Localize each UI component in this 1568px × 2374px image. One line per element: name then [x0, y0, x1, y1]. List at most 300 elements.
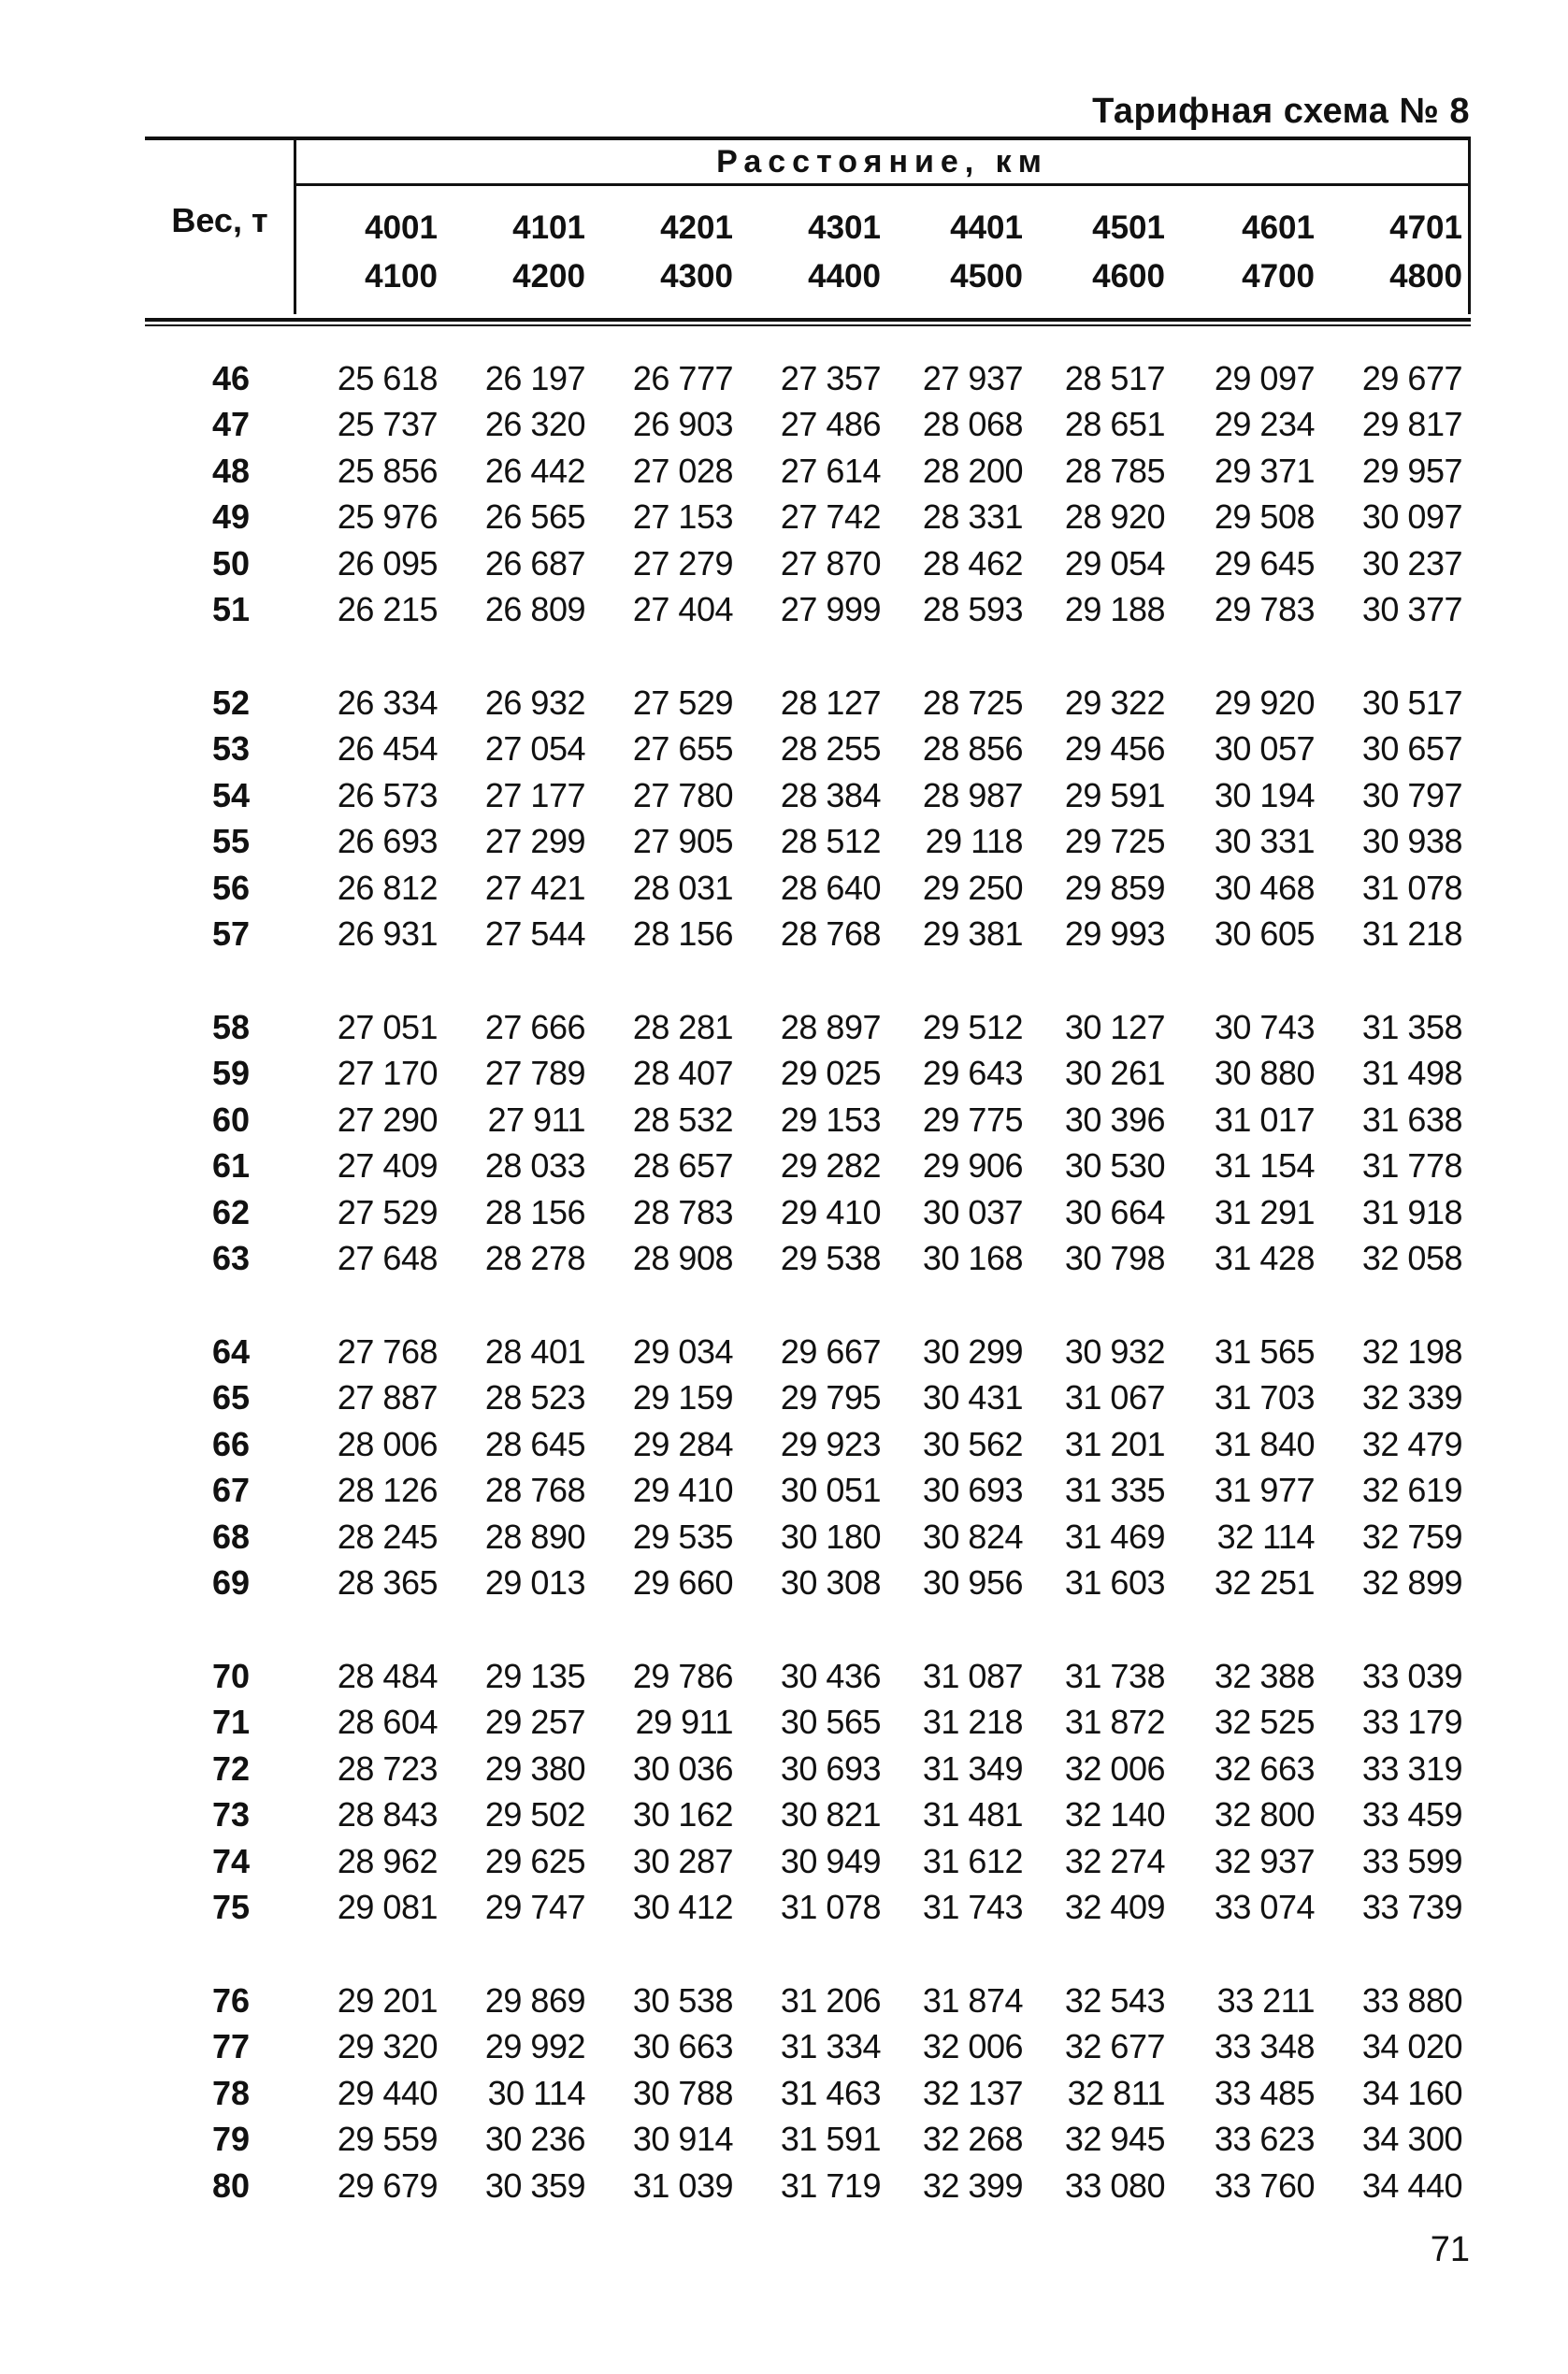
tariff-cell: 31 428 [1214, 1238, 1315, 1277]
tariff-cell: 31 738 [1064, 1657, 1165, 1695]
tariff-cell: 31 872 [1064, 1703, 1165, 1742]
tariff-cell: 31 498 [1361, 1054, 1462, 1093]
tariff-cell: 30 180 [780, 1517, 881, 1556]
tariff-cell: 30 359 [484, 2165, 585, 2205]
tariff-cell: 31 218 [922, 1703, 1023, 1742]
weight-cell: 76 [211, 1981, 250, 2020]
tariff-cell: 31 291 [1214, 1192, 1315, 1231]
tariff-cell: 33 485 [1214, 2073, 1315, 2112]
tariff-cell: 27 999 [780, 589, 881, 628]
range-to: 4100 [365, 258, 438, 295]
tariff-cell: 30 331 [1214, 822, 1315, 861]
tariff-cell: 31 703 [1214, 1378, 1315, 1417]
tariff-cell: 32 811 [1067, 2073, 1165, 2112]
weight-cell: 77 [211, 2027, 250, 2066]
table-row [145, 355, 1473, 401]
weight-cell: 67 [211, 1471, 250, 1510]
tariff-cell: 27 529 [632, 683, 733, 722]
weight-cell: 60 [211, 1100, 250, 1139]
tariff-cell: 30 938 [1361, 822, 1462, 861]
tariff-cell: 29 725 [1064, 822, 1165, 861]
tariff-cell: 26 687 [484, 543, 585, 583]
tariff-cell: 30 743 [1214, 1008, 1315, 1046]
tariff-cell: 28 517 [1064, 359, 1165, 397]
tariff-cell: 27 666 [484, 1008, 585, 1046]
tariff-cell: 30 261 [1064, 1054, 1165, 1093]
tariff-cell: 28 484 [337, 1657, 438, 1695]
tariff-cell: 29 034 [632, 1332, 733, 1371]
tariff-cell: 28 783 [632, 1192, 733, 1231]
tariff-cell: 27 614 [780, 451, 881, 490]
tariff-cell: 28 640 [780, 868, 881, 907]
tariff-cell: 32 137 [922, 2073, 1023, 2112]
table-row [145, 1097, 1473, 1143]
tariff-cell: 26 903 [632, 405, 733, 444]
tariff-cell: 32 899 [1361, 1562, 1462, 1602]
tariff-cell: 27 742 [780, 497, 881, 537]
table-row [145, 1838, 1473, 1884]
weight-cell: 65 [211, 1378, 250, 1417]
tariff-cell: 29 322 [1064, 683, 1165, 722]
weight-cell: 73 [211, 1795, 250, 1834]
tariff-cell: 27 177 [484, 775, 585, 814]
tariff-cell: 29 282 [780, 1146, 881, 1186]
table-row [145, 818, 1473, 864]
distance-range-5 [883, 204, 1023, 301]
tariff-cell: 28 156 [632, 914, 733, 953]
tariff-cell: 32 409 [1064, 1887, 1165, 1926]
tariff-cell: 29 013 [484, 1562, 585, 1602]
tariff-cell: 28 785 [1064, 451, 1165, 490]
tariff-cell: 30 308 [780, 1562, 881, 1602]
tariff-cell: 32 543 [1064, 1981, 1165, 2020]
tariff-cell: 30 194 [1214, 775, 1315, 814]
tariff-cell: 29 591 [1064, 775, 1165, 814]
tariff-cell: 27 544 [484, 914, 585, 953]
tariff-cell: 29 410 [780, 1192, 881, 1231]
tariff-cell: 30 517 [1361, 683, 1462, 722]
table-row [145, 494, 1473, 540]
tariff-cell: 32 140 [1064, 1795, 1165, 1834]
tariff-cell: 29 054 [1064, 543, 1165, 583]
table-row [145, 2070, 1473, 2116]
table-row [145, 448, 1473, 494]
weight-cell: 62 [211, 1192, 250, 1231]
tariff-cell: 29 257 [484, 1703, 585, 1742]
tariff-cell: 29 371 [1214, 451, 1315, 490]
table-row [145, 1374, 1473, 1420]
table-row [145, 1514, 1473, 1560]
table-row [145, 1699, 1473, 1745]
tariff-cell: 28 462 [922, 543, 1023, 583]
tariff-cell: 31 840 [1214, 1424, 1315, 1463]
tariff-cell: 28 156 [484, 1192, 585, 1231]
tariff-cell: 30 287 [632, 1841, 733, 1880]
tariff-cell: 30 097 [1361, 497, 1462, 537]
tariff-cell: 31 349 [922, 1748, 1023, 1788]
tariff-cell: 30 468 [1214, 868, 1315, 907]
tariff-cell: 25 618 [337, 359, 438, 397]
tariff-cell: 30 914 [632, 2120, 733, 2159]
tariff-cell: 29 508 [1214, 497, 1315, 537]
tariff-cell: 30 299 [922, 1332, 1023, 1371]
tariff-cell: 31 087 [922, 1657, 1023, 1695]
tariff-cell: 29 906 [922, 1146, 1023, 1186]
tariff-cell: 30 788 [632, 2073, 733, 2112]
tariff-cell: 33 599 [1361, 1841, 1462, 1880]
range-to: 4800 [1389, 258, 1462, 295]
tariff-cell: 27 789 [484, 1054, 585, 1093]
tariff-cell: 27 768 [337, 1332, 438, 1371]
tariff-cell: 30 168 [922, 1238, 1023, 1277]
tariff-cell: 31 743 [922, 1887, 1023, 1926]
tariff-cell: 27 051 [337, 1008, 438, 1046]
tariff-cell: 30 693 [922, 1471, 1023, 1510]
tariff-cell: 27 421 [484, 868, 585, 907]
tariff-cell: 29 380 [484, 1748, 585, 1788]
weight-cell: 75 [211, 1887, 250, 1926]
tariff-cell: 29 081 [337, 1887, 438, 1926]
distance-range-2 [445, 204, 585, 301]
tariff-cell: 28 890 [484, 1517, 585, 1556]
tariff-cell: 27 887 [337, 1378, 438, 1417]
tariff-cell: 33 211 [1216, 1981, 1315, 2020]
tariff-cell: 28 401 [484, 1332, 585, 1371]
tariff-cell: 32 006 [1064, 1748, 1165, 1788]
tariff-cell: 29 512 [922, 1008, 1023, 1046]
distance-range-8 [1322, 204, 1462, 301]
weight-cell: 56 [211, 868, 250, 907]
tariff-cell: 27 780 [632, 775, 733, 814]
tariff-cell: 30 538 [632, 1981, 733, 2020]
tariff-cell: 28 031 [632, 868, 733, 907]
weight-cell: 63 [211, 1238, 250, 1277]
tariff-cell: 27 054 [484, 729, 585, 769]
tariff-cell: 33 039 [1361, 1657, 1462, 1695]
tariff-cell: 30 949 [780, 1841, 881, 1880]
tariff-cell: 31 874 [922, 1981, 1023, 2020]
tariff-cell: 28 843 [337, 1795, 438, 1834]
tariff-cell: 27 937 [922, 359, 1023, 397]
tariff-cell: 28 768 [780, 914, 881, 953]
tariff-cell: 30 880 [1214, 1054, 1315, 1093]
tariff-cell: 27 357 [780, 359, 881, 397]
weight-cell: 57 [211, 914, 250, 953]
tariff-cell: 32 388 [1214, 1657, 1315, 1695]
tariff-cell: 26 442 [484, 451, 585, 490]
page-number: 71 [1430, 2230, 1470, 2269]
tariff-cell: 33 459 [1361, 1795, 1462, 1834]
table-row [145, 1004, 1473, 1050]
tariff-cell: 29 320 [337, 2027, 438, 2066]
tariff-cell: 29 250 [922, 868, 1023, 907]
tariff-cell: 29 920 [1214, 683, 1315, 722]
tariff-cell: 32 268 [922, 2120, 1023, 2159]
tariff-cell: 32 479 [1361, 1424, 1462, 1463]
tariff-cell: 33 348 [1214, 2027, 1315, 2066]
tariff-cell: 32 198 [1361, 1332, 1462, 1371]
tariff-cell: 28 523 [484, 1378, 585, 1417]
tariff-cell: 30 663 [632, 2027, 733, 2066]
table-row [145, 1560, 1473, 1605]
tariff-cell: 32 114 [1216, 1517, 1315, 1556]
tariff-cell: 30 821 [780, 1795, 881, 1834]
weight-cell: 50 [211, 543, 250, 583]
tariff-cell: 31 218 [1361, 914, 1462, 953]
tariff-cell: 29 957 [1361, 451, 1462, 490]
tariff-cell: 28 255 [780, 729, 881, 769]
tariff-cell: 29 559 [337, 2120, 438, 2159]
range-from: 4201 [660, 209, 733, 246]
weight-cell: 58 [211, 1008, 250, 1046]
tariff-cell: 34 440 [1361, 2165, 1462, 2205]
weight-cell: 64 [211, 1332, 250, 1371]
tariff-cell: 30 824 [922, 1517, 1023, 1556]
distance-range-3 [593, 204, 733, 301]
tariff-cell: 30 051 [780, 1471, 881, 1510]
tariff-cell: 28 407 [632, 1054, 733, 1093]
tariff-cell: 27 905 [632, 822, 733, 861]
table-row [145, 1329, 1473, 1374]
tariff-cell: 30 036 [632, 1748, 733, 1788]
tariff-cell: 26 565 [484, 497, 585, 537]
tariff-cell: 30 127 [1064, 1008, 1165, 1046]
tariff-cell: 30 057 [1214, 729, 1315, 769]
tariff-cell: 31 039 [632, 2165, 733, 2205]
tariff-cell: 27 028 [632, 451, 733, 490]
tariff-cell: 31 067 [1064, 1378, 1165, 1417]
tariff-cell: 32 759 [1361, 1517, 1462, 1556]
table-row [145, 1467, 1473, 1513]
row-group [145, 680, 1473, 957]
tariff-cell: 26 095 [337, 543, 438, 583]
tariff-cell: 32 945 [1064, 2120, 1165, 2159]
tariff-cell: 29 234 [1214, 405, 1315, 444]
tariff-cell: 30 037 [922, 1192, 1023, 1231]
tariff-cell: 30 114 [487, 2073, 585, 2112]
tariff-cell: 33 074 [1214, 1887, 1315, 1926]
tariff-cell: 29 667 [780, 1332, 881, 1371]
table-row [145, 540, 1473, 586]
tariff-cell: 26 809 [484, 589, 585, 628]
tariff-cell: 29 381 [922, 914, 1023, 953]
tariff-cell: 27 870 [780, 543, 881, 583]
range-from: 4101 [512, 209, 585, 246]
table-row [145, 2116, 1473, 2162]
table-row [145, 1884, 1473, 1930]
tariff-cell: 31 463 [780, 2073, 881, 2112]
tariff-cell: 31 481 [922, 1795, 1023, 1834]
table-row [145, 772, 1473, 818]
tariff-cell: 30 798 [1064, 1238, 1165, 1277]
range-from: 4701 [1389, 209, 1462, 246]
table-row [145, 865, 1473, 911]
tariff-cell: 30 605 [1214, 914, 1315, 953]
tariff-cell: 31 591 [780, 2120, 881, 2159]
tariff-cell: 26 320 [484, 405, 585, 444]
tariff-cell: 26 573 [337, 775, 438, 814]
tariff-cell: 31 565 [1214, 1332, 1315, 1371]
tariff-cell: 28 908 [632, 1238, 733, 1277]
tariff-cell: 30 932 [1064, 1332, 1165, 1371]
tariff-cell: 33 623 [1214, 2120, 1315, 2159]
tariff-cell: 32 937 [1214, 1841, 1315, 1880]
tariff-cell: 31 078 [780, 1887, 881, 1926]
tariff-cell: 29 923 [780, 1424, 881, 1463]
tariff-cell: 27 648 [337, 1238, 438, 1277]
table-row [145, 401, 1473, 447]
tariff-cell: 27 655 [632, 729, 733, 769]
tariff-cell: 28 593 [922, 589, 1023, 628]
tariff-cell: 27 279 [632, 543, 733, 583]
tariff-cell: 31 358 [1361, 1008, 1462, 1046]
tariff-cell: 29 097 [1214, 359, 1315, 397]
tariff-cell: 26 932 [484, 683, 585, 722]
distance-range-7 [1174, 204, 1315, 301]
weight-column-header: Вес, т [171, 201, 268, 239]
tariff-cell: 33 739 [1361, 1887, 1462, 1926]
tariff-cell: 30 693 [780, 1748, 881, 1788]
tariff-cell: 29 135 [484, 1657, 585, 1695]
tariff-cell: 30 797 [1361, 775, 1462, 814]
tariff-cell: 28 127 [780, 683, 881, 722]
header-right-border [1468, 137, 1471, 314]
tariff-cell: 30 664 [1064, 1192, 1165, 1231]
distance-range-4 [741, 204, 881, 301]
tariff-cell: 25 856 [337, 451, 438, 490]
tariff-cell: 31 334 [780, 2027, 881, 2066]
tariff-cell: 28 068 [922, 405, 1023, 444]
range-from: 4601 [1242, 209, 1315, 246]
tariff-cell: 28 987 [922, 775, 1023, 814]
table-row [145, 586, 1473, 632]
weight-cell: 78 [211, 2073, 250, 2112]
weight-cell: 52 [211, 683, 250, 722]
tariff-cell: 28 768 [484, 1471, 585, 1510]
tariff-cell: 28 033 [484, 1146, 585, 1186]
row-group [145, 1978, 1473, 2209]
tariff-cell: 29 188 [1064, 589, 1165, 628]
table-row [145, 2023, 1473, 2069]
tariff-cell: 29 677 [1361, 359, 1462, 397]
tariff-cell: 32 677 [1064, 2027, 1165, 2066]
tariff-cell: 29 440 [337, 2073, 438, 2112]
tariff-cell: 26 693 [337, 822, 438, 861]
tariff-cell: 29 410 [632, 1471, 733, 1510]
tariff-cell: 32 663 [1214, 1748, 1315, 1788]
tariff-cell: 28 200 [922, 451, 1023, 490]
range-from: 4501 [1092, 209, 1165, 246]
weight-cell: 53 [211, 729, 250, 769]
weight-cell: 59 [211, 1054, 250, 1093]
weight-cell: 70 [211, 1657, 250, 1695]
table-row [145, 911, 1473, 957]
row-group [145, 1004, 1473, 1281]
tariff-cell: 26 454 [337, 729, 438, 769]
table-row [145, 1978, 1473, 2023]
tariff-cell: 28 281 [632, 1008, 733, 1046]
tariff-cell: 28 856 [922, 729, 1023, 769]
table-row [145, 1791, 1473, 1837]
tariff-cell: 28 245 [337, 1517, 438, 1556]
tariff-cell: 28 126 [337, 1471, 438, 1510]
table-row [145, 1050, 1473, 1096]
tariff-cell: 31 638 [1361, 1100, 1462, 1139]
tariff-cell: 30 436 [780, 1657, 881, 1695]
range-to: 4200 [512, 258, 585, 295]
tariff-cell: 26 931 [337, 914, 438, 953]
table-row [145, 1189, 1473, 1235]
tariff-cell: 30 565 [780, 1703, 881, 1742]
tariff-cell: 27 404 [632, 589, 733, 628]
tariff-cell: 34 020 [1361, 2027, 1462, 2066]
tariff-cell: 29 201 [337, 1981, 438, 2020]
range-from: 4301 [808, 209, 881, 246]
tariff-cell: 27 290 [337, 1100, 438, 1139]
weight-cell: 72 [211, 1748, 250, 1788]
tariff-cell: 28 651 [1064, 405, 1165, 444]
tariff-cell: 29 747 [484, 1887, 585, 1926]
range-to: 4300 [660, 258, 733, 295]
tariff-cell: 27 299 [484, 822, 585, 861]
weight-cell: 68 [211, 1517, 250, 1556]
tariff-cell: 25 976 [337, 497, 438, 537]
tariff-cell: 31 206 [780, 1981, 881, 2020]
table-row [145, 2163, 1473, 2209]
tariff-cell: 29 456 [1064, 729, 1165, 769]
tariff-cell: 26 197 [484, 359, 585, 397]
weight-cell: 66 [211, 1424, 250, 1463]
tariff-cell: 28 006 [337, 1424, 438, 1463]
tariff-cell: 29 538 [780, 1238, 881, 1277]
table-row [145, 726, 1473, 771]
tariff-cell: 30 236 [484, 2120, 585, 2159]
weight-cell: 46 [211, 359, 250, 397]
tariff-cell: 30 562 [922, 1424, 1023, 1463]
weight-cell: 74 [211, 1841, 250, 1880]
tariff-cell: 28 645 [484, 1424, 585, 1463]
tariff-cell: 29 025 [780, 1054, 881, 1093]
tariff-cell: 32 525 [1214, 1703, 1315, 1742]
tariff-cell: 30 412 [632, 1887, 733, 1926]
tariff-cell: 25 737 [337, 405, 438, 444]
tariff-cell: 28 962 [337, 1841, 438, 1880]
tariff-cell: 26 777 [632, 359, 733, 397]
tariff-cell: 29 869 [484, 1981, 585, 2020]
tariff-cell: 29 679 [337, 2165, 438, 2205]
tariff-cell: 29 911 [635, 1703, 733, 1742]
tariff-cell: 32 619 [1361, 1471, 1462, 1510]
tariff-cell: 31 201 [1064, 1424, 1165, 1463]
tariff-cell: 29 783 [1214, 589, 1315, 628]
weight-cell: 47 [211, 405, 250, 444]
range-from: 4001 [365, 209, 438, 246]
tariff-cell: 31 335 [1064, 1471, 1165, 1510]
weight-cell: 49 [211, 497, 250, 537]
tariff-cell: 31 469 [1064, 1517, 1165, 1556]
tariff-cell: 27 911 [487, 1100, 585, 1139]
range-to: 4600 [1092, 258, 1165, 295]
weight-cell: 80 [211, 2165, 250, 2205]
row-group [145, 355, 1473, 632]
tariff-cell: 32 339 [1361, 1378, 1462, 1417]
tariff-cell: 30 396 [1064, 1100, 1165, 1139]
tariff-cell: 29 284 [632, 1424, 733, 1463]
tariff-cell: 28 532 [632, 1100, 733, 1139]
table-row [145, 1143, 1473, 1188]
tariff-cell: 31 977 [1214, 1471, 1315, 1510]
tariff-cell: 31 154 [1214, 1146, 1315, 1186]
